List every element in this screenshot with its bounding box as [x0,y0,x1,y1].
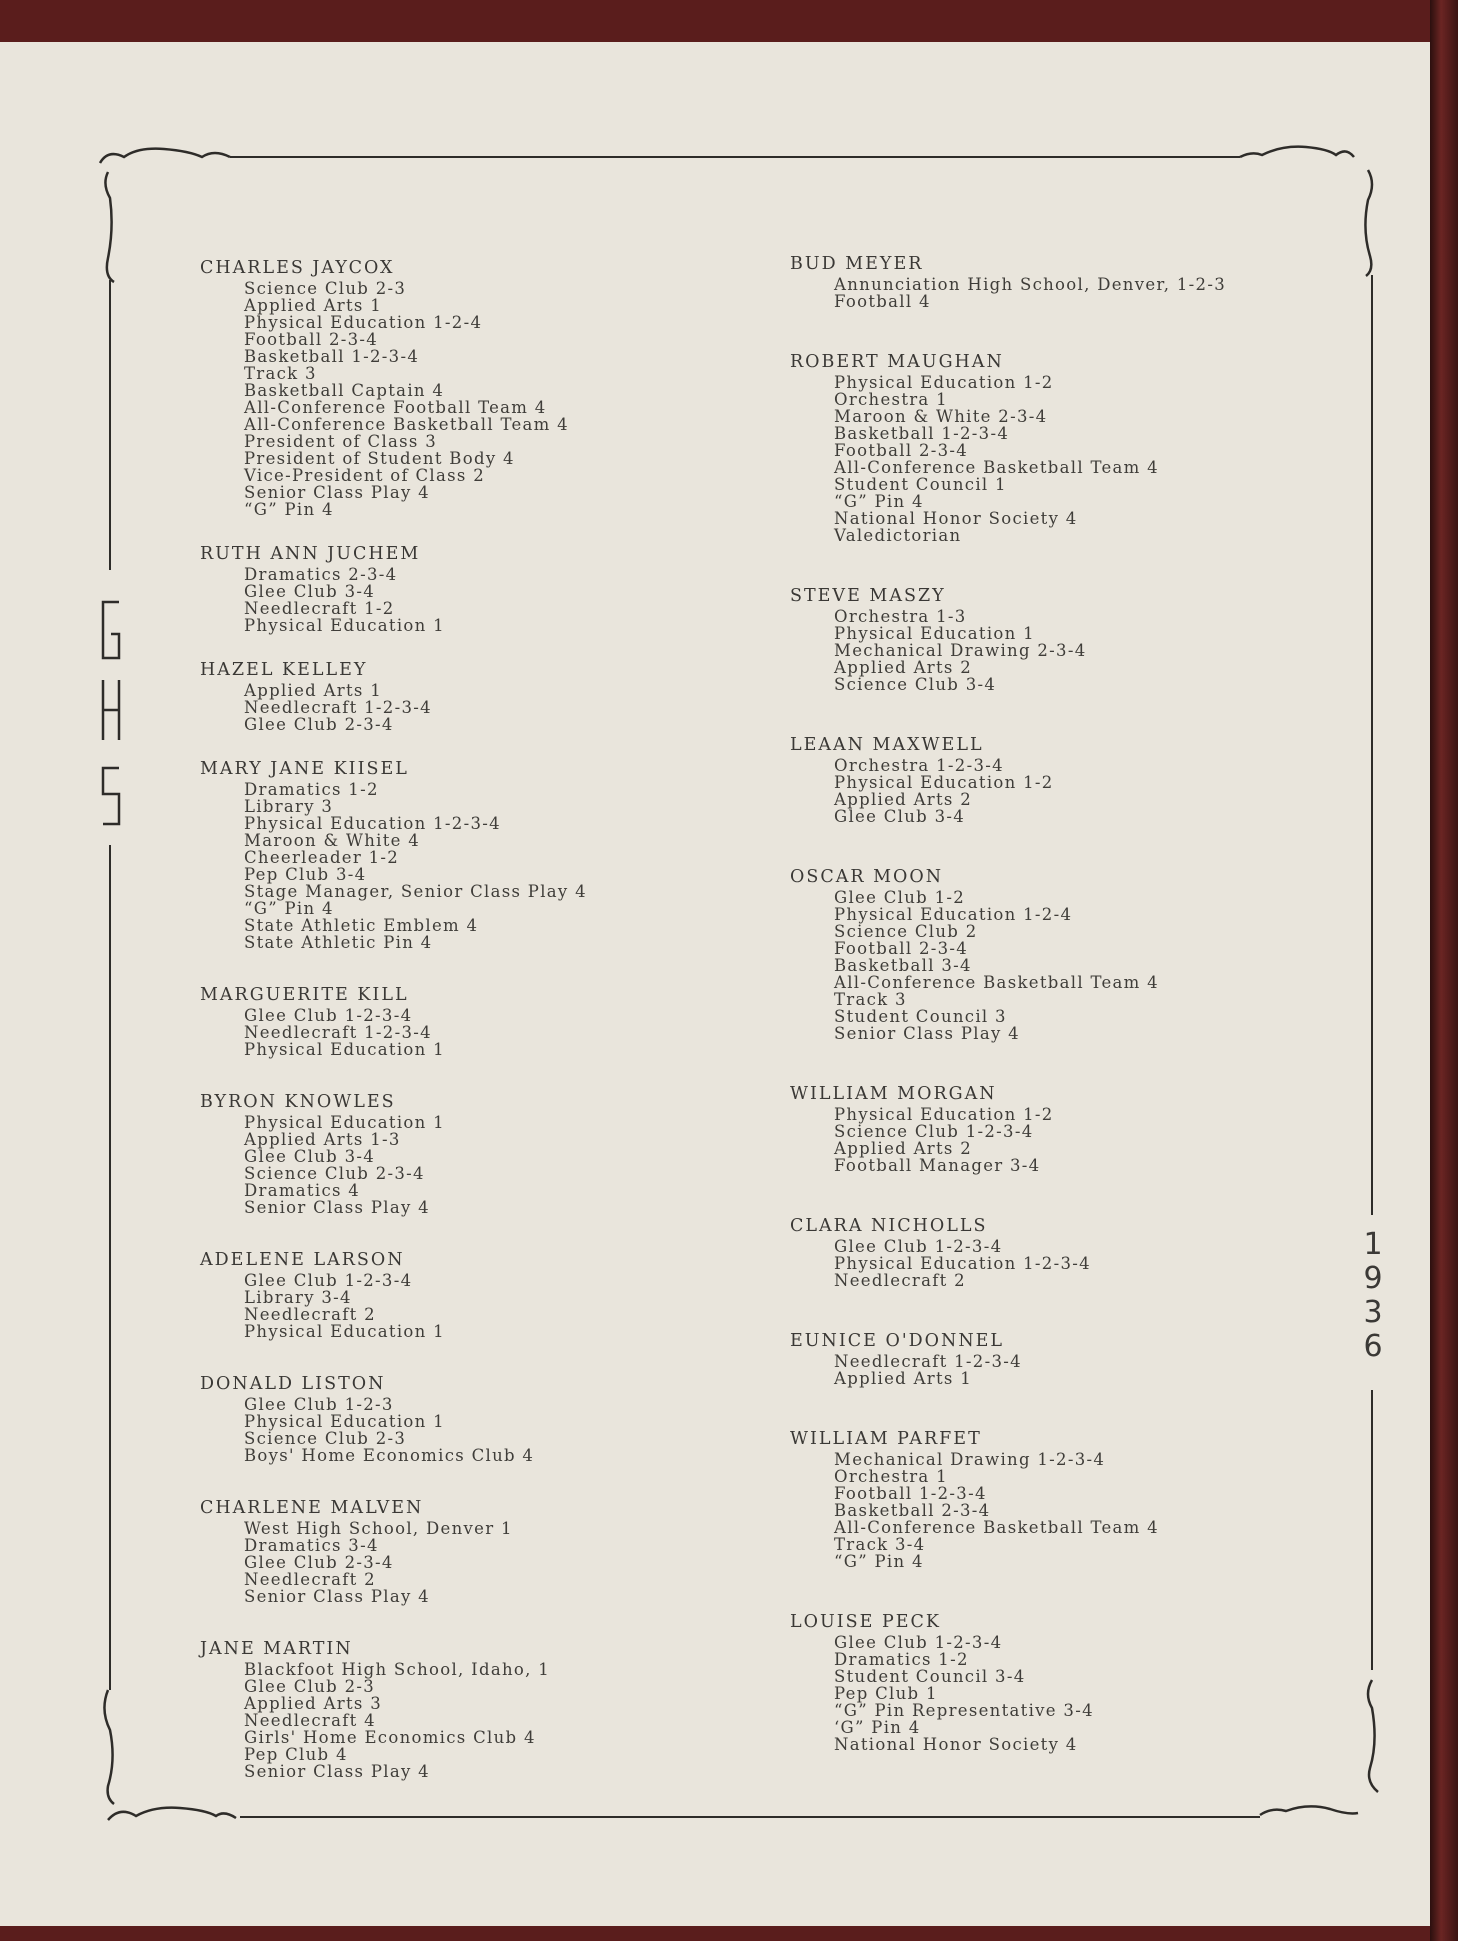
activity-item: Glee Club 1-2-3-4 [244,1006,413,1025]
activity-item: Glee Club 1-2-3-4 [834,1633,1003,1652]
activity-item: Needlecraft 1-2-3-4 [834,1352,1022,1371]
activity-item: Physical Education 1-2-3-4 [834,1254,1091,1273]
student-entry [200,1639,760,1780]
activity-item: Dramatics 4 [244,1181,361,1200]
activity-list [200,1520,760,1605]
student-name: WILLIAM MORGAN [790,1084,997,1104]
activity-list [200,1396,760,1464]
activity-item: Orchestra 1-3 [834,607,967,626]
activity-item: Needlecraft 1-2-3-4 [244,698,432,717]
year-digit: 1 [1363,1227,1383,1262]
year-vertical [1358,1228,1388,1364]
student-name: RUTH ANN JUCHEM [200,544,421,564]
activity-list [790,1634,1350,1753]
activity-list [790,1451,1350,1570]
year-digit: 9 [1363,1261,1383,1296]
activity-item: Glee Club 1-2-3-4 [244,1271,413,1290]
activity-item: “G” Pin 4 [244,899,334,918]
activity-item: Basketball 1-2-3-4 [834,424,1010,443]
activity-item: Physical Education 1 [244,616,445,635]
activity-item: Glee Club 3-4 [834,807,966,826]
student-entry [790,254,1350,310]
activity-item: Science Club 2-3 [244,1429,407,1448]
activity-item: Needlecraft 2 [244,1570,376,1589]
student-name: MARY JANE KIISEL [200,759,409,779]
activity-item: Dramatics 1-2 [244,780,379,799]
activity-item: All-Conference Basketball Team 4 [834,973,1159,992]
activity-item: All-Conference Basketball Team 4 [834,458,1159,477]
student-name: ROBERT MAUGHAN [790,352,1004,372]
activity-item: Applied Arts 1-3 [244,1130,401,1149]
activity-item: “G” Pin 4 [834,492,924,511]
activity-item: All-Conference Football Team 4 [244,398,547,417]
activity-item: All-Conference Basketball Team 4 [244,415,569,434]
activity-item: Glee Club 1-2-3-4 [834,1237,1003,1256]
activity-item: Applied Arts 1 [244,296,383,315]
student-entry [790,586,1350,693]
activity-item: Pep Club 3-4 [244,865,367,884]
activity-item: “G” Pin 4 [244,500,334,519]
activity-item: President of Student Body 4 [244,449,515,468]
activity-item: Glee Club 2-3 [244,1677,376,1696]
activity-item: Senior Class Play 4 [244,1198,430,1217]
activity-item: Physical Education 1-2-4 [244,313,483,332]
activity-item: Applied Arts 3 [244,1694,383,1713]
activity-item: Football 2-3-4 [834,939,969,958]
activity-item: Football 1-2-3-4 [834,1484,987,1503]
activity-list [200,1114,760,1216]
activity-item: Mechanical Drawing 1-2-3-4 [834,1450,1106,1469]
activity-list [790,374,1350,544]
activity-item: Maroon & White 4 [244,831,421,850]
activity-list [790,608,1350,693]
student-name: OSCAR MOON [790,867,944,887]
activity-list [790,1353,1350,1387]
activity-item: Physical Education 1 [244,1412,445,1431]
activity-item: Dramatics 2-3-4 [244,565,398,584]
activity-item: Dramatics 1-2 [834,1650,969,1669]
activity-item: Track 3-4 [834,1535,926,1554]
activity-item: Vice-President of Class 2 [244,466,486,485]
activity-item: Student Council 3-4 [834,1667,1026,1686]
year-digit: 6 [1363,1329,1383,1364]
activity-item: Science Club 2-3-4 [244,1164,425,1183]
activity-list [200,1661,760,1780]
activity-item: Football Manager 3-4 [834,1156,1041,1175]
student-name: JANE MARTIN [200,1639,353,1659]
student-entry [200,544,760,634]
student-name: LOUISE PECK [790,1612,941,1632]
activity-item: Cheerleader 1-2 [244,848,400,867]
activity-item: Applied Arts 1 [244,681,383,700]
student-entry [200,258,760,518]
student-entry [200,1092,760,1216]
activity-list [790,757,1350,825]
student-name: EUNICE O'DONNEL [790,1331,1005,1351]
activity-item: Basketball 1-2-3-4 [244,347,420,366]
activity-item: Annunciation High School, Denver, 1-2-3 [834,275,1227,294]
activity-item: Applied Arts 2 [834,790,973,809]
student-entry [200,1374,760,1464]
activity-item: Football 2-3-4 [834,441,969,460]
student-entry [200,660,760,733]
activity-item: Physical Education 1-2-4 [834,905,1073,924]
activity-item: Glee Club 3-4 [244,1147,376,1166]
activity-list [200,1272,760,1340]
activity-item: Physical Education 1-2-3-4 [244,814,501,833]
activity-item: Basketball Captain 4 [244,381,445,400]
activity-item: Pep Club 1 [834,1684,938,1703]
activity-list [200,781,760,951]
activity-item: Orchestra 1 [834,1467,948,1486]
student-name: MARGUERITE KILL [200,985,409,1005]
student-name: CHARLES JAYCOX [200,258,395,278]
activity-item: Needlecraft 1-2-3-4 [244,1023,432,1042]
student-entry [790,867,1350,1042]
activity-item: Physical Education 1 [244,1040,445,1059]
activity-item: Glee Club 2-3-4 [244,1553,394,1572]
activity-item: State Athletic Pin 4 [244,933,433,952]
student-name: ADELENE LARSON [200,1250,405,1270]
student-entry [200,985,760,1058]
activity-item: Orchestra 1 [834,390,948,409]
activity-item: Science Club 1-2-3-4 [834,1122,1034,1141]
activity-item: Maroon & White 2-3-4 [834,407,1048,426]
activity-list [200,280,760,518]
student-entry [790,1331,1350,1387]
activity-list [200,682,760,733]
student-entry [790,1084,1350,1174]
activity-list [790,1106,1350,1174]
activity-item: Mechanical Drawing 2-3-4 [834,641,1087,660]
student-name: CHARLENE MALVEN [200,1498,424,1518]
student-entry [200,1498,760,1605]
activity-item: Physical Education 1 [834,624,1035,643]
activity-item: Orchestra 1-2-3-4 [834,756,1004,775]
activity-item: “G” Pin 4 [834,1552,924,1571]
year-digit: 3 [1363,1295,1383,1330]
activity-item: Science Club 2 [834,922,978,941]
activity-item: Science Club 2-3 [244,279,407,298]
activity-item: State Athletic Emblem 4 [244,916,479,935]
student-name: DONALD LISTON [200,1374,386,1394]
student-name: LEAAN MAXWELL [790,735,984,755]
activity-item: Needlecraft 4 [244,1711,376,1730]
student-name: STEVE MASZY [790,586,946,606]
activity-item: Football 2-3-4 [244,330,379,349]
activity-item: Senior Class Play 4 [244,1762,430,1781]
activity-item: Stage Manager, Senior Class Play 4 [244,882,587,901]
activity-item: West High School, Denver 1 [244,1519,513,1538]
activity-item: Library 3-4 [244,1288,352,1307]
activity-item: Glee Club 1-2 [834,888,966,907]
student-entry [790,1216,1350,1289]
activity-list [790,276,1350,310]
activity-item: Applied Arts 2 [834,658,973,677]
student-name: HAZEL KELLEY [200,660,368,680]
activity-item: Needlecraft 2 [244,1305,376,1324]
student-entry [790,1429,1350,1570]
activity-item: Senior Class Play 4 [834,1024,1020,1043]
activity-item: Dramatics 3-4 [244,1536,379,1555]
activity-item: Glee Club 1-2-3 [244,1395,394,1414]
activity-item: ‘G” Pin 4 [834,1718,921,1737]
student-entry [200,1250,760,1340]
activity-list [200,566,760,634]
activity-item: Boys' Home Economics Club 4 [244,1446,535,1465]
activity-item: Glee Club 2-3-4 [244,715,394,734]
activity-item: Basketball 3-4 [834,956,972,975]
activity-item: National Honor Society 4 [834,509,1078,528]
activity-item: Applied Arts 2 [834,1139,973,1158]
left-column [200,258,760,1780]
activity-list [200,1007,760,1058]
activity-item: Basketball 2-3-4 [834,1501,991,1520]
activity-item: Science Club 3-4 [834,675,997,694]
student-entry [200,759,760,951]
activity-item: Track 3 [834,990,907,1009]
activity-item: Senior Class Play 4 [244,1587,430,1606]
activity-item: Girls' Home Economics Club 4 [244,1728,536,1747]
activity-item: Library 3 [244,797,334,816]
activity-item: Track 3 [244,364,317,383]
student-name: WILLIAM PARFET [790,1429,982,1449]
student-name: CLARA NICHOLLS [790,1216,988,1236]
activity-item: Student Council 1 [834,475,1007,494]
activity-item: Physical Education 1-2 [834,373,1054,392]
activity-item: Valedictorian [834,526,962,545]
student-name: BUD MEYER [790,254,924,274]
activity-item: National Honor Society 4 [834,1735,1078,1754]
student-entry [790,352,1350,544]
activity-item: Football 4 [834,292,931,311]
activity-item: All-Conference Basketball Team 4 [834,1518,1159,1537]
activity-item: Physical Education 1-2 [834,773,1054,792]
activity-item: Needlecraft 2 [834,1271,966,1290]
activity-item: Physical Education 1 [244,1113,445,1132]
activity-item: Pep Club 4 [244,1745,348,1764]
activity-item: Needlecraft 1-2 [244,599,395,618]
activity-item: Student Council 3 [834,1007,1007,1026]
activity-item: Blackfoot High School, Idaho, 1 [244,1660,550,1679]
activity-list [790,1238,1350,1289]
activity-item: President of Class 3 [244,432,438,451]
student-entry [790,735,1350,825]
activity-item: “G” Pin Representative 3-4 [834,1701,1094,1720]
g-h-s-letters [103,602,119,824]
student-name: BYRON KNOWLES [200,1092,396,1112]
activity-item: Physical Education 1 [244,1322,445,1341]
right-column [790,254,1350,1753]
activity-item: Glee Club 3-4 [244,582,376,601]
activity-item: Senior Class Play 4 [244,483,430,502]
activity-item: Physical Education 1-2 [834,1105,1054,1124]
student-entry [790,1612,1350,1753]
activity-list [790,889,1350,1042]
activity-item: Applied Arts 1 [834,1369,973,1388]
